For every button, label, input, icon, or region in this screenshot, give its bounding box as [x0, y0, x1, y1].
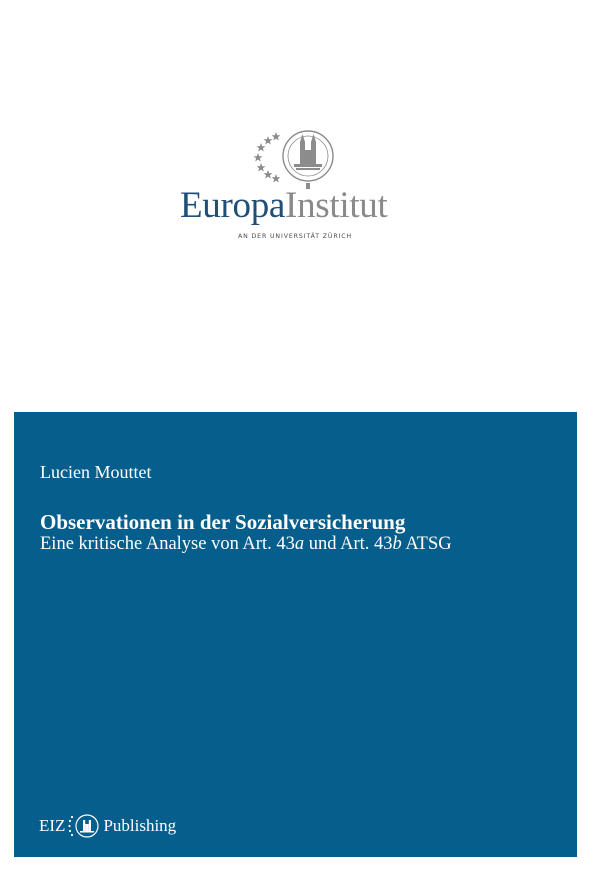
author-name: Lucien Mouttet [40, 462, 152, 482]
book-subtitle [40, 534, 452, 555]
subtitle-italic-b: b [392, 534, 402, 554]
cover-panel [14, 412, 577, 857]
eiz-seal-icon [67, 812, 101, 840]
publisher-publishing: Publishing [103, 816, 177, 835]
book-title: Observationen in der Sozialversicherung [40, 510, 406, 534]
subtitle-italic-a: a [294, 534, 305, 554]
europa-institut-logo [0, 0, 600, 260]
brand-europa: Europa [180, 185, 286, 226]
university-seal-with-stars-icon [246, 128, 338, 190]
subtitle-text-2: und Art. 43 [304, 534, 393, 554]
publisher-logo [39, 812, 176, 840]
brand-tagline: AN DER UNIVERSITÄT ZÜRICH [237, 233, 353, 240]
brand-wordmark [180, 186, 420, 226]
publisher-eiz: EIZ [39, 816, 66, 835]
brand-institut: Institut [285, 185, 388, 226]
subtitle-text-3: ATSG [401, 534, 452, 554]
subtitle-text-1: Eine kritische Analyse von Art. 43 [40, 534, 295, 554]
